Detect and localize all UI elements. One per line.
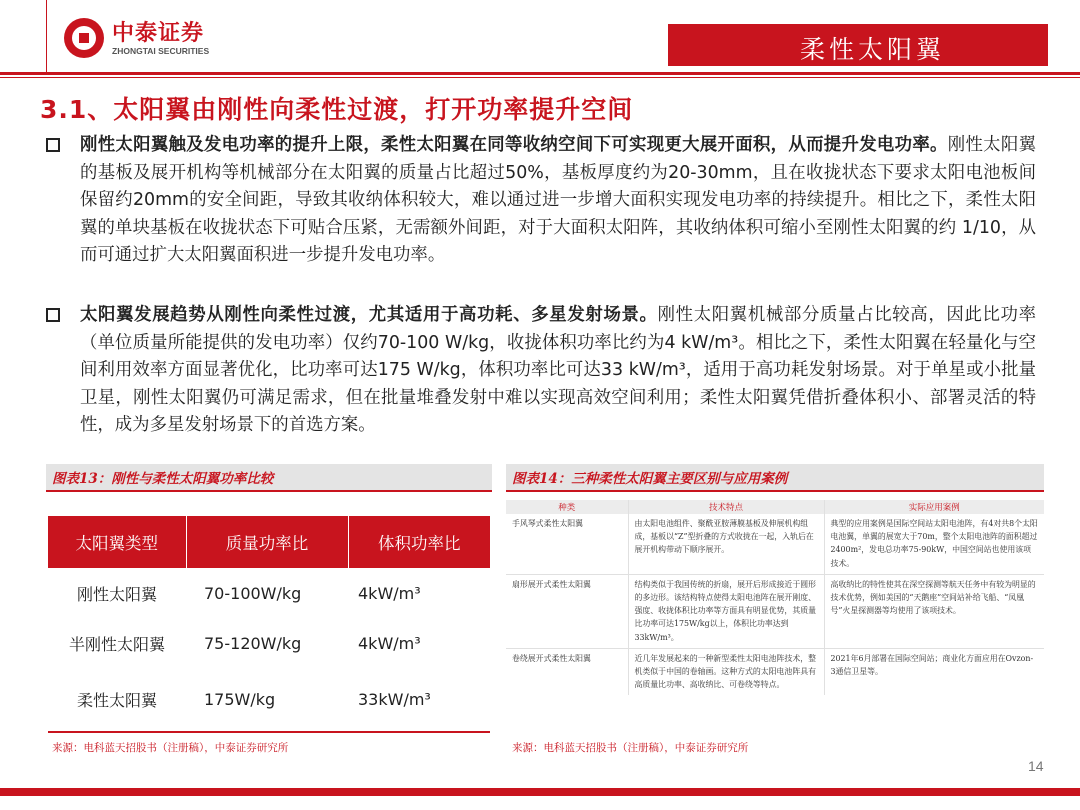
table-row xyxy=(506,648,1044,695)
figure13-source: 来源：电科蓝天招股书（注册稿），中泰证券研究所 xyxy=(52,742,289,754)
zhongtai-logo-icon xyxy=(64,18,104,58)
figure14-source: 来源：电科蓝天招股书（注册稿），中泰证券研究所 xyxy=(512,742,749,754)
table-header-cell: 体积功率比 xyxy=(348,516,490,568)
table-cell-kind: 扇形展开式柔性太阳翼 xyxy=(506,574,628,648)
header-rule-thin xyxy=(0,77,1080,78)
bullet-body: 刚性太阳翼的基板及展开机构等机械部分在太阳翼的质量占比超过50%，基板厚度约为20-30mm，且在收拢状态下要求太阳电池板间保留约20mm的安全间距，导致其收纳体积较大，难以通过进一步增大面积实现发电功率的持续提升。相比之下，柔性太阳翼的单块基板在收拢状态下可贴合压紧，无需额外间距，对于大面积太阳阵，其收纳体积可缩小至刚性太阳翼的约 1/10，从而可通过扩大太阳翼面积进一步提升发电功率。 xyxy=(80,135,1036,266)
header-rule xyxy=(0,72,1080,75)
footer-rule xyxy=(0,788,1080,796)
table-cell-volume-power: 33kW/m³ xyxy=(348,668,490,732)
table-cell-volume-power: 4kW/m³ xyxy=(358,583,421,603)
table-cell-mass-power: 75-120W/kg xyxy=(204,633,302,653)
logo-english: ZHONGTAI SECURITIES xyxy=(112,46,210,56)
table-row xyxy=(48,618,490,668)
figure14-caption: 图表14：三种柔性太阳翼主要区别与应用案例 xyxy=(512,471,788,487)
flexible-wing-types-table xyxy=(506,500,1044,695)
figure13-caption-rule xyxy=(46,490,492,492)
bullet-paragraph xyxy=(80,132,1036,270)
table-header-row xyxy=(48,516,490,568)
power-comparison-table xyxy=(48,516,490,733)
table-header-cell: 技术特点 xyxy=(628,500,824,514)
table-row xyxy=(506,514,1044,574)
table-cell-cases: 2021年6月部署在国际空间站；商业化方面应用在Ovzon-3通信卫星等。 xyxy=(824,648,1044,695)
logo-chinese: 中泰证券 xyxy=(112,21,205,46)
table-row xyxy=(506,574,1044,648)
table-cell-features: 近几年发展起来的一种新型柔性太阳电池阵技术，整机类似于中国的卷轴画。这种方式的太阳电池阵具有高质量比功率、高收纳比、可卷绕等特点。 xyxy=(628,648,824,695)
bullet-rigid-limit xyxy=(46,132,1036,270)
table-cell-cases: 典型的应用案例是国际空间站太阳电池阵，有4对共8个太阳电池翼，单翼的展宽大于70m，整个太阳电池阵的面积超过2400m²，发电总功率75-90kW，中国空间站也使用该项技术。 xyxy=(824,514,1044,574)
table-cell-mass-power: 70-100W/kg xyxy=(204,583,302,603)
figure13-caption: 图表13：刚性与柔性太阳翼功率比较 xyxy=(52,471,274,487)
slide-title: 3.1、太阳翼由刚性向柔性过渡，打开功率提升空间 xyxy=(40,95,634,124)
table-cell-type: 柔性太阳翼 xyxy=(48,668,186,732)
slide-header xyxy=(0,0,1080,80)
table-cell-type: 刚性太阳翼 xyxy=(76,584,157,604)
checkbox-bullet-icon xyxy=(46,138,60,152)
table-row xyxy=(48,568,490,618)
table-cell-volume-power: 4kW/m³ xyxy=(358,633,421,653)
figure14-caption-rule xyxy=(506,490,1044,492)
header-divider xyxy=(46,0,47,74)
table-cell-kind: 手风琴式柔性太阳翼 xyxy=(506,514,628,574)
page-number: 14 xyxy=(1028,758,1044,774)
table-cell-type: 半刚性太阳翼 xyxy=(68,634,165,654)
bullet-body: 刚性太阳翼机械部分质量占比较高，因此比功率（单位质量所能提供的发电功率）仅约70-100 W/kg，收拢体积功率比约为4 kW/m³。相比之下，柔性太阳翼在轻量化与空间利用效率方面显著优化，比功率可达175 W/kg，体积功率比可达33 kW/m³，适用于高功耗发射场景。对于单星或小批量卫星，刚性太阳翼仍可满足需求，但在批量堆叠发射中难以实现高效空间利用；柔性太阳翼凭借折叠体积小、部署灵活的特性，成为多星发射场景下的首选方案。 xyxy=(80,305,1036,436)
table-header-row xyxy=(506,500,1044,514)
bullet-trend xyxy=(46,302,1036,440)
table-cell-features: 结构类似于我国传统的折扇，展开后形成接近于圆形的多边形。该结构特点使得太阳电池阵在展开刚度、强度、收拢体积比功率等方面具有明显优势，其质量比功率可达175W/kg以上，体积比功率达到33kW/m³。 xyxy=(628,574,824,648)
bullet-lead: 太阳翼发展趋势从刚性向柔性过渡，尤其适用于高功耗、多星发射场景。 xyxy=(80,305,658,325)
table-cell-mass-power: 175W/kg xyxy=(186,668,348,732)
table-header-cell: 实际应用案例 xyxy=(824,500,1044,514)
table-header-cell: 太阳翼类型 xyxy=(48,516,186,568)
checkbox-bullet-icon xyxy=(46,308,60,322)
table-header-cell: 种类 xyxy=(506,500,628,514)
table-row xyxy=(48,668,490,732)
table-cell-kind: 卷绕展开式柔性太阳翼 xyxy=(512,653,591,663)
bullet-lead: 刚性太阳翼触及发电功率的提升上限，柔性太阳翼在同等收纳空间下可实现更大展开面积，从而提升发电功率。 xyxy=(80,135,948,155)
table-cell-cases: 高收纳比的特性使其在深空探测等航天任务中有较为明显的技术优势，例如美国的“天鹅座”空间站补给飞船、“凤凰号”火星探测器等均使用了该项技术。 xyxy=(824,574,1044,648)
table-header-cell: 质量功率比 xyxy=(186,516,348,568)
section-tag: 柔性太阳翼 xyxy=(800,35,946,64)
table-cell-features: 由太阳电池组件、聚酰亚胺薄膜基板及伸展机构组成，基板以“Z”型折叠的方式收拢在一起，入轨后在展开机构带动下顺序展开。 xyxy=(628,514,824,574)
bullet-paragraph xyxy=(80,302,1036,440)
